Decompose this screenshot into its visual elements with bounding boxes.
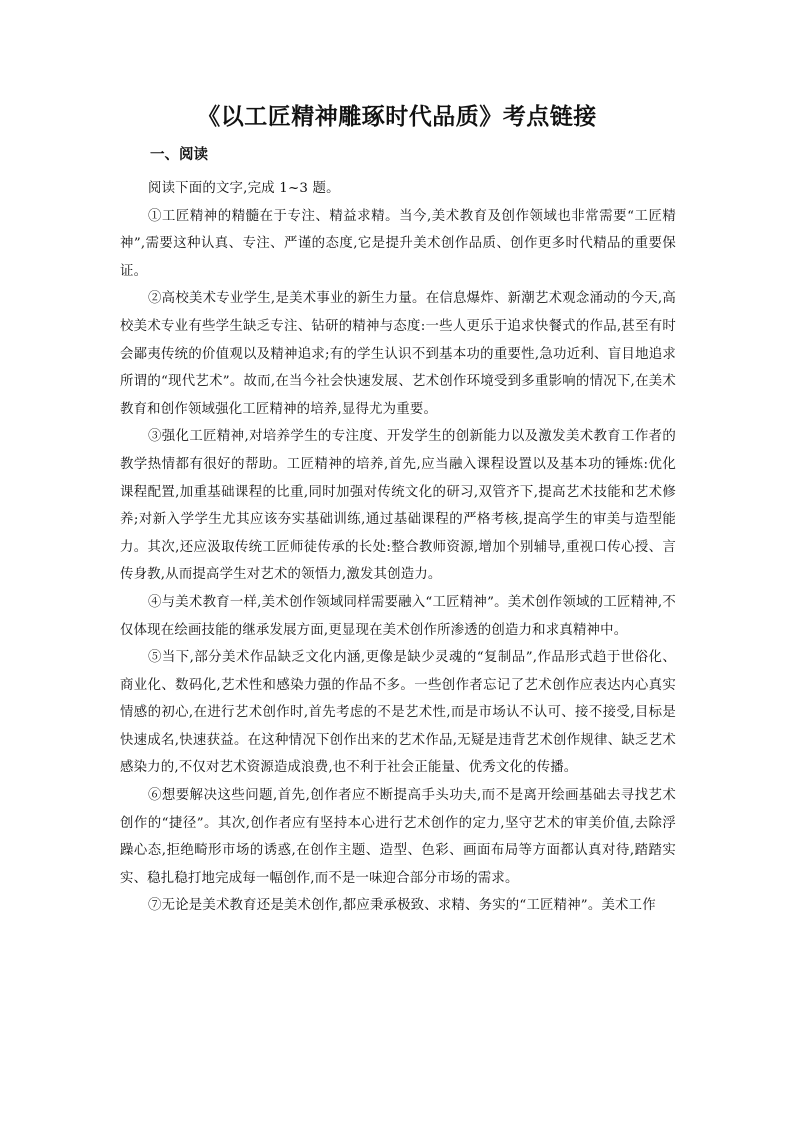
section-heading: 一、阅读 bbox=[150, 147, 208, 163]
paragraph: ③强化工匠精神,对培养学生的专注度、开发学生的创新能力以及激发美术教育工作者的教学热情都有很好的帮助。工匠精神的培养,首先,应当融入课程设置以及基本功的锤炼:优化课程配置,加重基础课程的比重,同时加强对传统文化的研习,双管齐下,提高艺术技能和艺术修养;对新入学学生尤其应该夯实基础训练,通过基础课程的严格考核,提高学生的审美与造型能力。其次,还应汲取传统工匠师徒传承的长处:整合教师资源,增加个别辅导,重视口传心授、言传身教,从而提高学生对艺术的领悟力,激发其创造力。 bbox=[120, 429, 676, 583]
document-body bbox=[120, 175, 676, 920]
document-title: 《以工匠精神雕琢时代品质》考点链接 bbox=[197, 104, 597, 130]
paragraph: ④与美术教育一样,美术创作领域同样需要融入“工匠精神”。美术创作领域的工匠精神,不仅体现在绘画技能的继承发展方面,更显现在美术创作所渗透的创造力和求真精神中。 bbox=[120, 594, 676, 638]
paragraph: ⑤当下,部分美术作品缺乏文化内涵,更像是缺少灵魂的“复制品”,作品形式趋于世俗化、商业化、数码化,艺术性和感染力强的作品不多。一些创作者忘记了艺术创作应表达内心真实情感的初心,在进行艺术创作时,首先考虑的不是艺术性,而是市场认不认可、接不接受,目标是快速成名,快速获益。在这种情况下创作出来的艺术作品,无疑是违背艺术创作规律、缺乏艺术感染力的,不仅对艺术资源造成浪费,也不利于社会正能量、优秀文化的传播。 bbox=[120, 650, 676, 776]
instruction-text: 阅读下面的文字,完成 1~3 题。 bbox=[148, 181, 340, 196]
paragraph: ②高校美术专业学生,是美术事业的新生力量。在信息爆炸、新潮艺术观念涌动的今天,高校美术专业有些学生缺乏专注、钻研的精神与态度:一些人更乐于追求快餐式的作品,甚至有时会鄙夷传统的价值观以及精神追求;有的学生认识不到基本功的重要性,急功近利、盲目地追求所谓的“现代艺术”。故而,在当今社会快速发展、艺术创作环境受到多重影响的情况下,在美术教育和创作领域强化工匠精神的培养,显得尤为重要。 bbox=[120, 291, 676, 417]
paragraph: ⑥想要解决这些问题,首先,创作者应不断提高手头功夫,而不是离开绘画基础去寻找艺术创作的“捷径”。其次,创作者应有坚持本心进行艺术创作的定力,坚守艺术的审美价值,去除浮躁心态,拒绝畸形市场的诱惑,在创作主题、造型、色彩、画面布局等方面都认真对待,踏踏实实、稳扎稳打地完成每一幅创作,而不是一味迎合部分市场的需求。 bbox=[120, 788, 676, 886]
paragraph: ⑦无论是美术教育还是美术创作,都应秉承极致、求精、务实的“工匠精神”。美术工作 bbox=[148, 898, 656, 914]
paragraph: ①工匠精神的精髓在于专注、精益求精。当今,美术教育及创作领域也非常需要“工匠精神”,需要这种认真、专注、严谨的态度,它是提升美术创作品质、创作更多时代精品的重要保证。 bbox=[120, 208, 676, 279]
